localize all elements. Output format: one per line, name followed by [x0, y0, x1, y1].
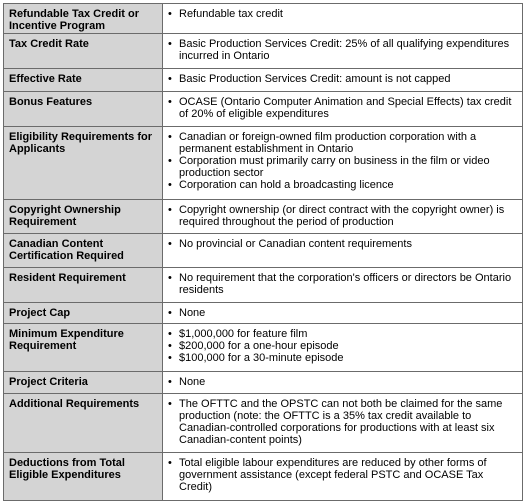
row-label: Deductions from Total Eligible Expenditures: [4, 453, 163, 501]
row-value: [163, 393, 523, 453]
bullet-list: [167, 238, 517, 250]
row-label: Copyright Ownership Requirement: [4, 199, 163, 233]
row-label: Tax Credit Rate: [4, 33, 163, 68]
table-row: [4, 4, 523, 34]
row-value: [163, 453, 523, 501]
bullet-item: [167, 328, 517, 340]
bullet-item: [167, 131, 517, 155]
table-row: [4, 393, 523, 453]
bullet-list: [167, 38, 517, 62]
row-value: [163, 372, 523, 394]
bullet-list: [167, 96, 517, 120]
row-value: [163, 4, 523, 34]
bullet-icon: •: [168, 72, 172, 85]
bullet-item: [167, 376, 517, 388]
bullet-list: [167, 204, 517, 228]
row-label: Additional Requirements: [4, 393, 163, 453]
row-label: Refundable Tax Credit or Incentive Program: [4, 4, 163, 34]
table-row: [4, 323, 523, 371]
bullet-icon: •: [168, 154, 172, 167]
bullet-icon: •: [168, 339, 172, 352]
table-row: [4, 233, 523, 267]
bullet-text: $100,000 for a 30-minute episode: [179, 351, 344, 364]
bullet-text: Corporation can hold a broadcasting licence: [179, 178, 394, 191]
bullet-list: [167, 73, 517, 85]
bullet-icon: •: [168, 397, 172, 410]
bullet-item: [167, 307, 517, 319]
bullet-icon: •: [168, 376, 172, 388]
row-label: Canadian Content Certification Required: [4, 233, 163, 267]
bullet-item: [167, 238, 517, 250]
bullet-list: [167, 398, 517, 446]
row-value: [163, 302, 523, 323]
bullet-item: [167, 38, 517, 62]
bullet-text: Copyright ownership (or direct contract with the copyright owner) is required throughout the period of production: [179, 203, 505, 228]
table-row: [4, 33, 523, 68]
bullet-list: [167, 272, 517, 296]
bullet-text: No requirement that the corporation's officers or directors be Ontario residents: [179, 271, 512, 296]
bullet-text: None: [179, 376, 206, 388]
bullet-icon: •: [168, 457, 172, 470]
bullet-icon: •: [168, 8, 172, 20]
bullet-item: [167, 8, 517, 20]
bullet-icon: •: [168, 271, 172, 284]
row-value: [163, 267, 523, 302]
bullet-icon: •: [168, 130, 172, 143]
bullet-text: Canadian or foreign-owned film production corporation with a permanent establishment in Ontario: [179, 130, 477, 155]
row-label: Project Criteria: [4, 372, 163, 394]
bullet-icon: •: [168, 306, 172, 319]
bullet-icon: •: [168, 327, 172, 340]
bullet-item: [167, 398, 517, 446]
row-value: [163, 233, 523, 267]
row-label: Eligibility Requirements for Applicants: [4, 126, 163, 199]
bullet-text: None: [179, 306, 206, 319]
bullet-text: $200,000 for a one-hour episode: [179, 339, 339, 352]
row-label: Project Cap: [4, 302, 163, 323]
table-row: [4, 372, 523, 394]
bullet-text: No provincial or Canadian content requirements: [179, 237, 412, 250]
bullet-text: Basic Production Services Credit: amount is not capped: [179, 72, 451, 85]
table-row: [4, 199, 523, 233]
bullet-item: [167, 73, 517, 85]
bullet-item: [167, 179, 517, 191]
bullet-item: [167, 457, 517, 493]
bullet-icon: •: [168, 237, 172, 250]
bullet-item: [167, 352, 517, 364]
bullet-item: [167, 96, 517, 120]
program-details-table: [3, 3, 523, 501]
bullet-text: Corporation must primarily carry on business in the film or video production sector: [179, 154, 490, 179]
bullet-item: [167, 340, 517, 352]
bullet-icon: •: [168, 37, 172, 50]
bullet-icon: •: [168, 203, 172, 216]
row-label: Effective Rate: [4, 68, 163, 91]
table-row: [4, 91, 523, 126]
table-row: [4, 453, 523, 501]
bullet-item: [167, 155, 517, 179]
bullet-text: The OFTTC and the OPSTC can not both be claimed for the same production (note: the OFTTC is a 35% tax credit available to Canadian-controlled corporations for productions with at least six Canadian-content points): [179, 397, 503, 446]
bullet-text: Total eligible labour expenditures are reduced by other forms of government assistance (except federal PSTC and OCASE Tax Credit): [179, 457, 487, 494]
bullet-icon: •: [168, 95, 172, 108]
bullet-item: [167, 272, 517, 296]
bullet-text: Refundable tax credit: [179, 8, 283, 20]
bullet-list: [167, 131, 517, 191]
row-value: [163, 68, 523, 91]
table-row: [4, 267, 523, 302]
row-label: Bonus Features: [4, 91, 163, 126]
bullet-icon: •: [168, 351, 172, 364]
bullet-list: [167, 376, 517, 388]
bullet-item: [167, 204, 517, 228]
row-value: [163, 199, 523, 233]
table-row: [4, 126, 523, 199]
bullet-text: OCASE (Ontario Computer Animation and Special Effects) tax credit of 20% of eligible expenditures: [179, 95, 512, 120]
bullet-text: $1,000,000 for feature film: [179, 327, 308, 340]
table-row: [4, 68, 523, 91]
table-row: [4, 302, 523, 323]
bullet-text: Basic Production Services Credit: 25% of all qualifying expenditures incurred in Ontario: [179, 37, 510, 62]
row-value: [163, 126, 523, 199]
bullet-icon: •: [168, 178, 172, 191]
row-value: [163, 323, 523, 371]
bullet-list: [167, 307, 517, 319]
row-label: Resident Requirement: [4, 267, 163, 302]
row-value: [163, 91, 523, 126]
row-value: [163, 33, 523, 68]
row-label: Minimum Expenditure Requirement: [4, 323, 163, 371]
bullet-list: [167, 8, 517, 20]
bullet-list: [167, 457, 517, 493]
bullet-list: [167, 328, 517, 364]
